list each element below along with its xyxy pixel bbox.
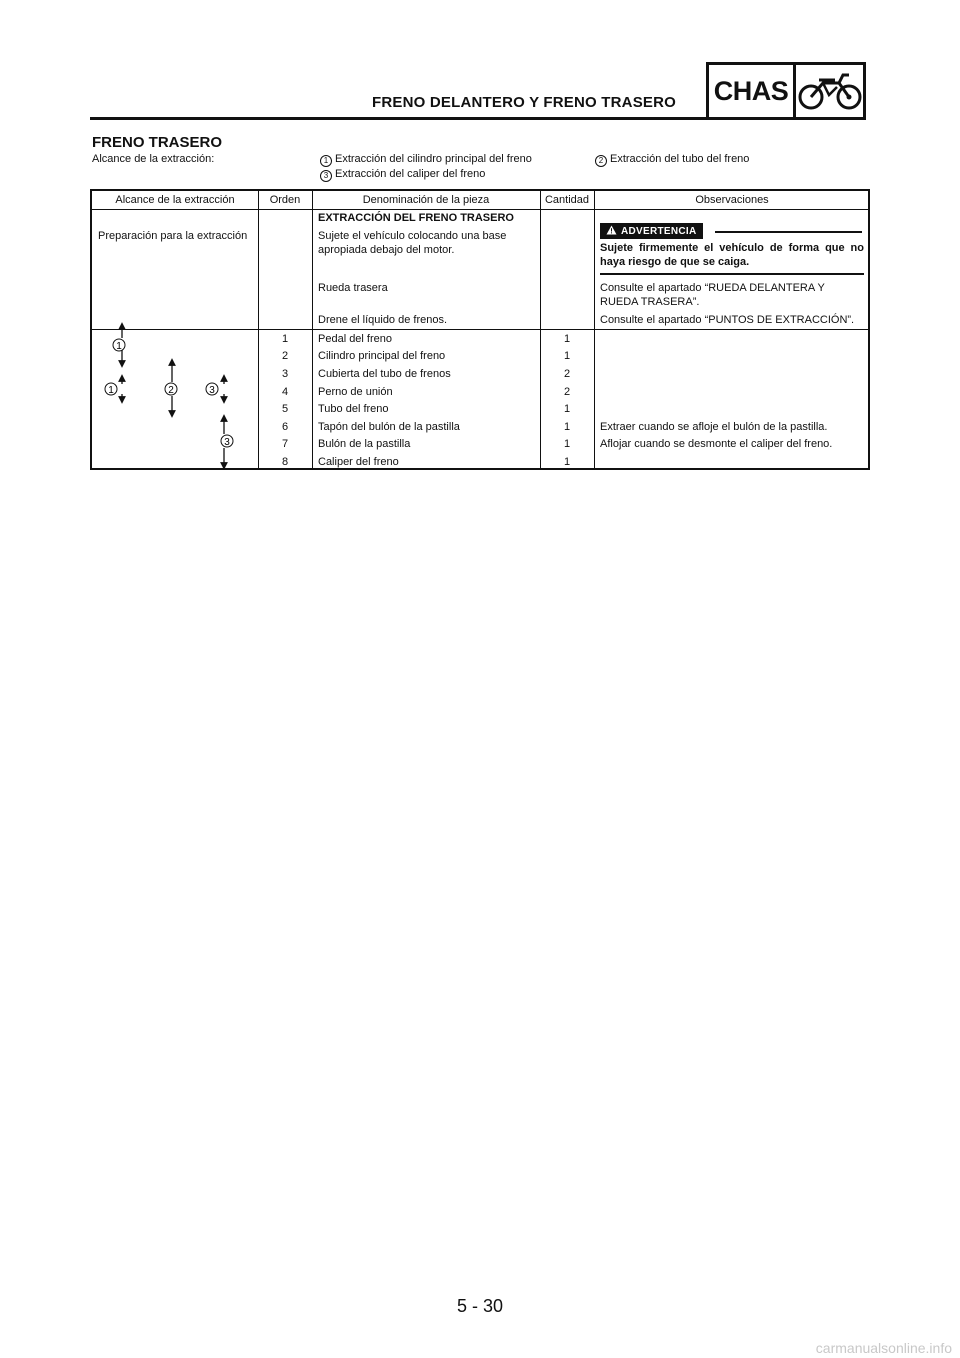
prep-note-2-line-2: RUEDA TRASERA”. <box>600 296 700 308</box>
warning-text: Sujete firmemente el vehículo de forma que no haya riesgo de que se caiga. <box>600 242 864 268</box>
scope-item-2: 2 Extracción del tubo del freno <box>595 152 749 167</box>
badge-text: CHAS <box>709 65 796 117</box>
svg-text:1: 1 <box>108 385 114 396</box>
watermark: carmanualsonline.info <box>815 1340 952 1356</box>
page-header-title: FRENO DELANTERO Y FRENO TRASERO <box>372 94 677 111</box>
prep-part-1-line-1: Sujete el vehículo colocando una base <box>318 230 507 242</box>
prep-part-1-line-2: apropiada debajo del motor. <box>318 244 455 256</box>
svg-text:3: 3 <box>209 385 215 396</box>
prep-scope: Preparación para la extracción <box>98 230 248 242</box>
prep-part-3: Drene el líquido de frenos. <box>318 314 448 326</box>
scope-item-1: 1 Extracción del cilindro principal del freno <box>320 152 532 167</box>
column-header-order: Orden <box>269 194 301 206</box>
column-header-part: Denominación de la pieza <box>362 194 490 206</box>
number-badge: 2 <box>595 155 607 167</box>
column-header-qty: Cantidad <box>544 194 590 206</box>
scope-marker-3 <box>206 383 218 396</box>
svg-text:2: 2 <box>168 385 174 396</box>
scope-marker-2 <box>165 383 177 396</box>
scope-marker-3b <box>221 435 233 448</box>
scope-item-3: 3 Extracción del caliper del freno <box>320 167 485 182</box>
prep-note-3: Consulte el apartado “PUNTOS DE EXTRACCIÓN”. <box>600 314 855 326</box>
number-badge: 3 <box>320 170 332 182</box>
scope-label: Alcance de la extracción: <box>92 153 215 165</box>
svg-text:3: 3 <box>224 437 230 448</box>
scope-marker-1b <box>105 383 117 396</box>
prep-note-2-line-1: Consulte el apartado “RUEDA DELANTERA Y <box>600 282 825 294</box>
section-title: FRENO TRASERO <box>92 134 223 151</box>
page-number: 5 - 30 <box>456 1296 504 1316</box>
prep-heading: EXTRACCIÓN DEL FRENO TRASERO <box>318 212 514 224</box>
scope-marker-1 <box>113 339 125 352</box>
extraction-table: Alcance de la extracción Orden Denominación de la pieza Cantidad Observaciones EXTRACCIÓN DEL FRENO TRASERO Preparación para la extracción Sujete el vehículo colocando una base apropiada debajo del motor. Rueda trasera Consulte el apartado “RUEDA DELANTERA Y RUEDA TRASERA”. Drene el líquido de frenos. Consulte el apartado “PUNTOS DE EXTRACCIÓN”. ADVERTENCIA Sujete firmemente el vehículo de forma que no haya riesgo de que se caiga. 1 Pedal del freno 1 2 Cilindro principal del freno 1 3 Cubierta del tubo de frenos 2 4 Perno de unión 2 5 Tubo del freno 1 6 Tapón del bulón de la pastilla 1 Extraer cuando se afloje el bulón de la pastilla. 7 Bulón de la pastilla 1 Aflojar cuando se desmonte el caliper del freno. 8 Caliper del freno 1 <box>90 189 870 470</box>
svg-text:1: 1 <box>116 341 122 352</box>
number-badge: 1 <box>320 155 332 167</box>
column-header-notes: Observaciones <box>695 194 769 206</box>
prep-part-2: Rueda trasera <box>318 282 388 294</box>
warning-label: ADVERTENCIA <box>600 223 703 239</box>
column-header-scope: Alcance de la extracción <box>115 194 235 206</box>
